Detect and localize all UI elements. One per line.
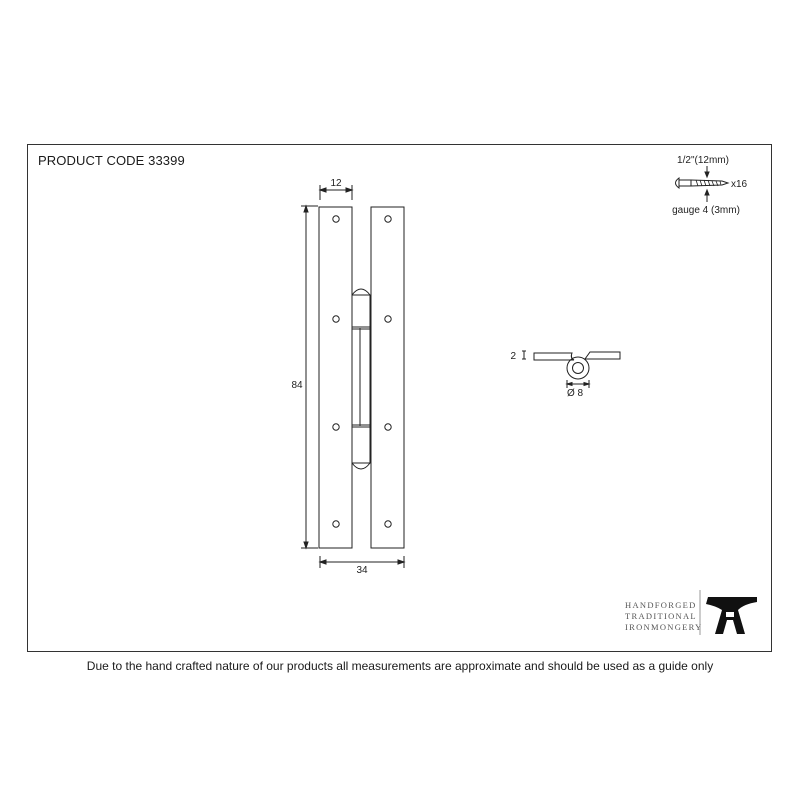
brand-line-1: HANDFORGED: [625, 600, 697, 610]
screw-icon: [676, 166, 729, 202]
hinge-knuckle: [352, 289, 370, 469]
brand-line-2: TRADITIONAL: [625, 611, 697, 621]
height-dimension: [301, 206, 318, 548]
disclaimer: Due to the hand crafted nature of our products all measurements are approximate and should be used as a guide only: [86, 659, 714, 673]
screw-gauge-label: gauge 4 (3mm): [672, 205, 740, 216]
height-label: 84: [291, 380, 303, 391]
product-code: PRODUCT CODE 33399: [38, 153, 185, 168]
screw-holes: [333, 216, 391, 527]
knuckle-diameter-label: Ø 8: [566, 388, 584, 399]
thickness-label: 2: [510, 351, 516, 362]
hinge-right-leaf: [371, 207, 404, 548]
screw-length-label: 1/2"(12mm): [677, 155, 729, 166]
brand-line-3: IRONMONGERY: [625, 622, 703, 632]
total-width-label: 34: [356, 565, 368, 576]
hinge-left-leaf: [319, 207, 352, 548]
leaf-width-label: 12: [330, 178, 342, 189]
anvil-logo-icon: [706, 597, 757, 634]
hinge-profile-view: [522, 351, 620, 388]
screw-quantity-label: x16: [731, 179, 748, 190]
brand-block: [625, 590, 757, 635]
